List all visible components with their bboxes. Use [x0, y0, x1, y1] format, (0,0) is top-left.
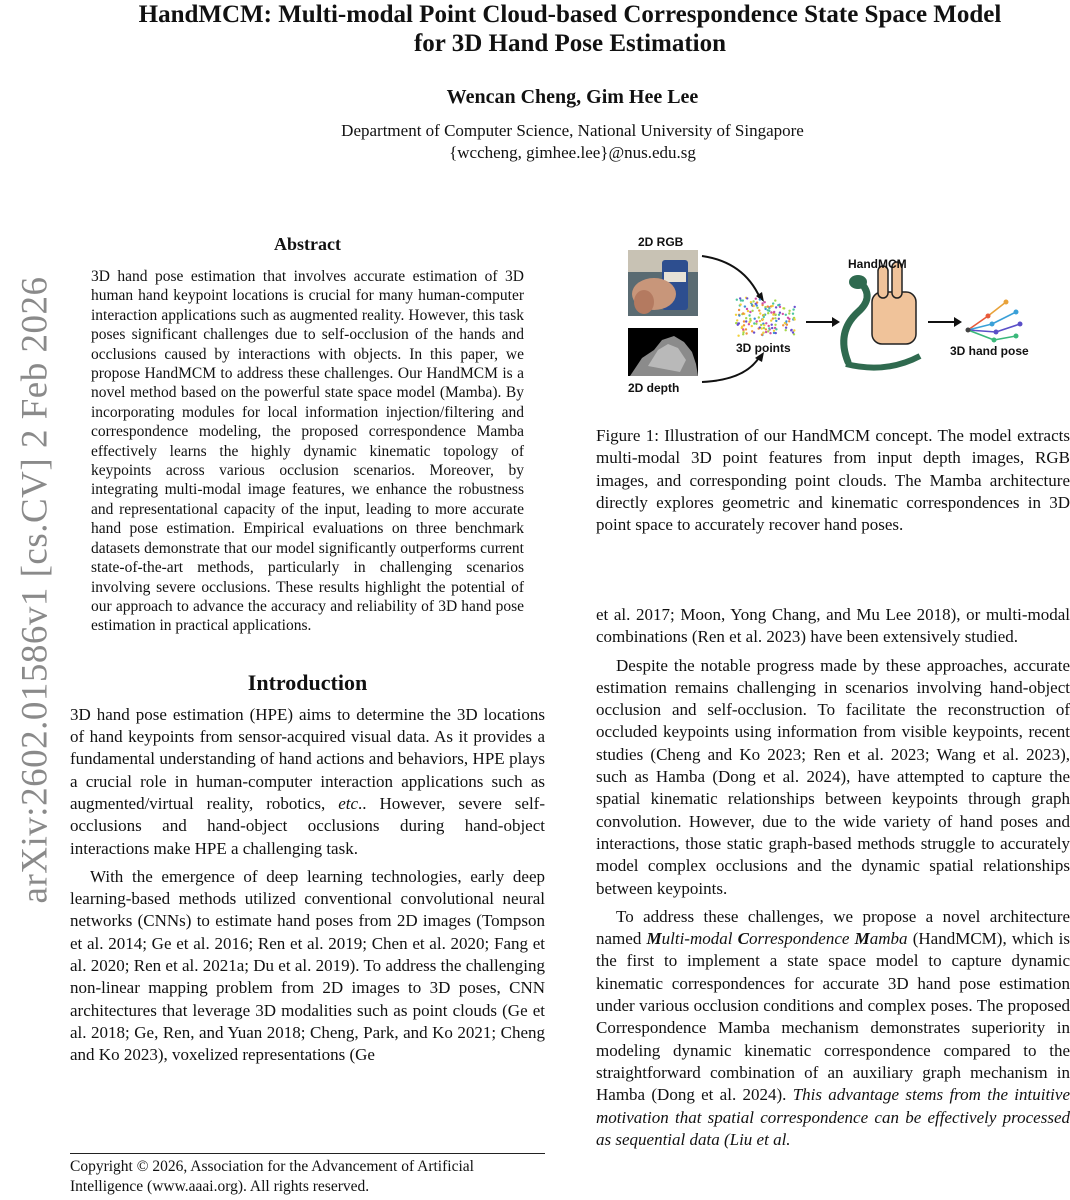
title-line-2: for 3D Hand Pose Estimation — [413, 30, 727, 57]
label-2d-depth: 2D depth — [628, 381, 680, 395]
left-column — [70, 234, 545, 1066]
abstract-heading: Abstract — [274, 234, 341, 254]
introduction-heading: Introduction — [247, 669, 368, 695]
abstract-body: 3D hand pose estimation that involves accurate estimation of 3D human hand keypoint locations is crucial for many human-computer interaction applications such as augmented reality. However, this task poses significant challenges due to self-occlusion of the hands and occlusions caused by interactions with objects. In this paper, we propose HandMCM to address these challenges. Our HandMCM is a novel method based on the powerful state space model (Mamba). By incorporating modules for local information injection/filtering and correspondence modeling, the proposed correspondence Mamba effectively learns the highly dynamic kinematic topology of keypoints across various occlusion scenarios. Moreover, by integrating multi-modal image features, we enhance the robustness and representational capacity of the input, leading to more accurate hand pose estimation. Empirical evaluations on three benchmark datasets demonstrate that our model significantly outperforms current state-of-the-art methods, particularly in challenging scenarios involving severe occlusions. These results highlight the potential of our approach to advance the accuracy and reliability of 3D hand pose estimation in practical applications. — [91, 268, 524, 635]
figure-1-caption: Figure 1: Illustration of our HandMCM concept. The model extracts multi-modal 3D point features from input depth images, RGB images, and corresponding point clouds. The Mamba architecture directly explores geometric and kinematic correspondences in 3D point space to accurately recover hand poses. — [596, 426, 1070, 535]
authors: Wencan Cheng, Gim Hee Lee — [446, 86, 699, 108]
affiliation: Department of Computer Science, National University of Singapore — [341, 121, 804, 140]
copyright-footnote: Copyright © 2026, Association for the Advancement of Artificial Intelligence (www.aaai.org). All rights reserved. — [70, 1153, 545, 1197]
label-2d-rgb: 2D RGB — [638, 235, 684, 249]
right-column-body — [596, 604, 1070, 1151]
rgb-image — [628, 250, 698, 316]
label-3d-points: 3D points — [736, 341, 791, 355]
right-paragraph-continuation: et al. 2017; Moon, Yong Chang, and Mu Lee 2018), or multi-modal combinations (Ren et al. 2023) have been extensively studied. — [596, 605, 1070, 647]
right-paragraph-3: Despite the notable progress made by these approaches, accurate estimation remains challenging in scenarios involving hand-object occlusion and self-occlusion. To facilitate the reconstruction of occluded keypoints using information from visible keypoints, recent studies (Cheng and Ko 2023; Ren et al. 2023; Wang et al. 2023), such as Hamba (Dong et al. 2024), have attempted to capture the spatial kinematic relationships between keypoints through graph convolution. However, due to the wide variety of hand poses and interactions, those static graph-based methods struggle to accurately model complex occlusions and the dynamic spatial relationships between keypoints. — [596, 655, 1070, 898]
hand-pose-skeleton — [966, 300, 1023, 343]
paper-title — [60, 0, 1070, 58]
point-cloud — [735, 297, 796, 337]
intro-paragraph-2: With the emergence of deep learning technologies, early deep learning-based methods utilized conventional convolutional neural networks (CNNs) to estimate hand poses from 2D images (Tompson et al. 2014; Ge et al. 2016; Ren et al. 2019; Chen et al. 2020; Fang et al. 2020; Ren et al. 2021a; Du et al. 2019). To address the challenging non-linear mapping problem from 2D images to 3D poses, CNN architectures that leverage 3D modalities such as point clouds (Ge et al. 2018; Ge, Ren, and Yuan 2018; Cheng, Park, and Ko 2021; Cheng and Ko 2023), voxelized representations (Ge — [70, 866, 545, 1065]
arxiv-stamp: arXiv:2602.01586v1 [cs.CV] 2 Feb 2026 — [14, 276, 56, 904]
intro-paragraph-1: 3D hand pose estimation (HPE) aims to determine the 3D locations of hand keypoints from sensor-acquired visual data. As it provides a fundamental understanding of hand actions and behaviors, HPE plays a crucial role in human-computer interaction applications such as augmented/virtual reality, robotics, etc.. However, severe self-occlusions and hand-object occlusions during hand-object interactions make HPE a challenging task. — [70, 704, 545, 858]
right-paragraph-4: To address these challenges, we propose a novel architecture named Multi-modal Correspondence Mamba (HandMCM), which is the first to implement a state space model to capture dynamic kinematic correspondences for accurate 3D hand pose estimation under various occlusion conditions and complex poses. The proposed Correspondence Mamba mechanism demonstrates superiority in modeling dynamic kinematic correspondence compared to the straightforward combination of an auxiliary graph mechanism in Hamba (Dong et al. 2024). This advantage stems from the intuitive motivation that spatial correspondence can be effectively processed as sequential data (Liu et al. — [596, 906, 1070, 1149]
email: {wccheng, gimhee.lee}@nus.edu.sg — [449, 143, 696, 162]
affiliation-block — [0, 120, 1070, 164]
figure-1 — [596, 232, 1070, 417]
title-line-1: HandMCM: Multi-modal Point Cloud-based Correspondence State Space Model — [138, 1, 1002, 28]
label-3d-hand-pose: 3D hand pose — [950, 344, 1029, 358]
label-handmcm: HandMCM — [848, 257, 907, 271]
depth-image — [628, 328, 698, 376]
handmcm-snake-hand-icon — [844, 262, 920, 368]
